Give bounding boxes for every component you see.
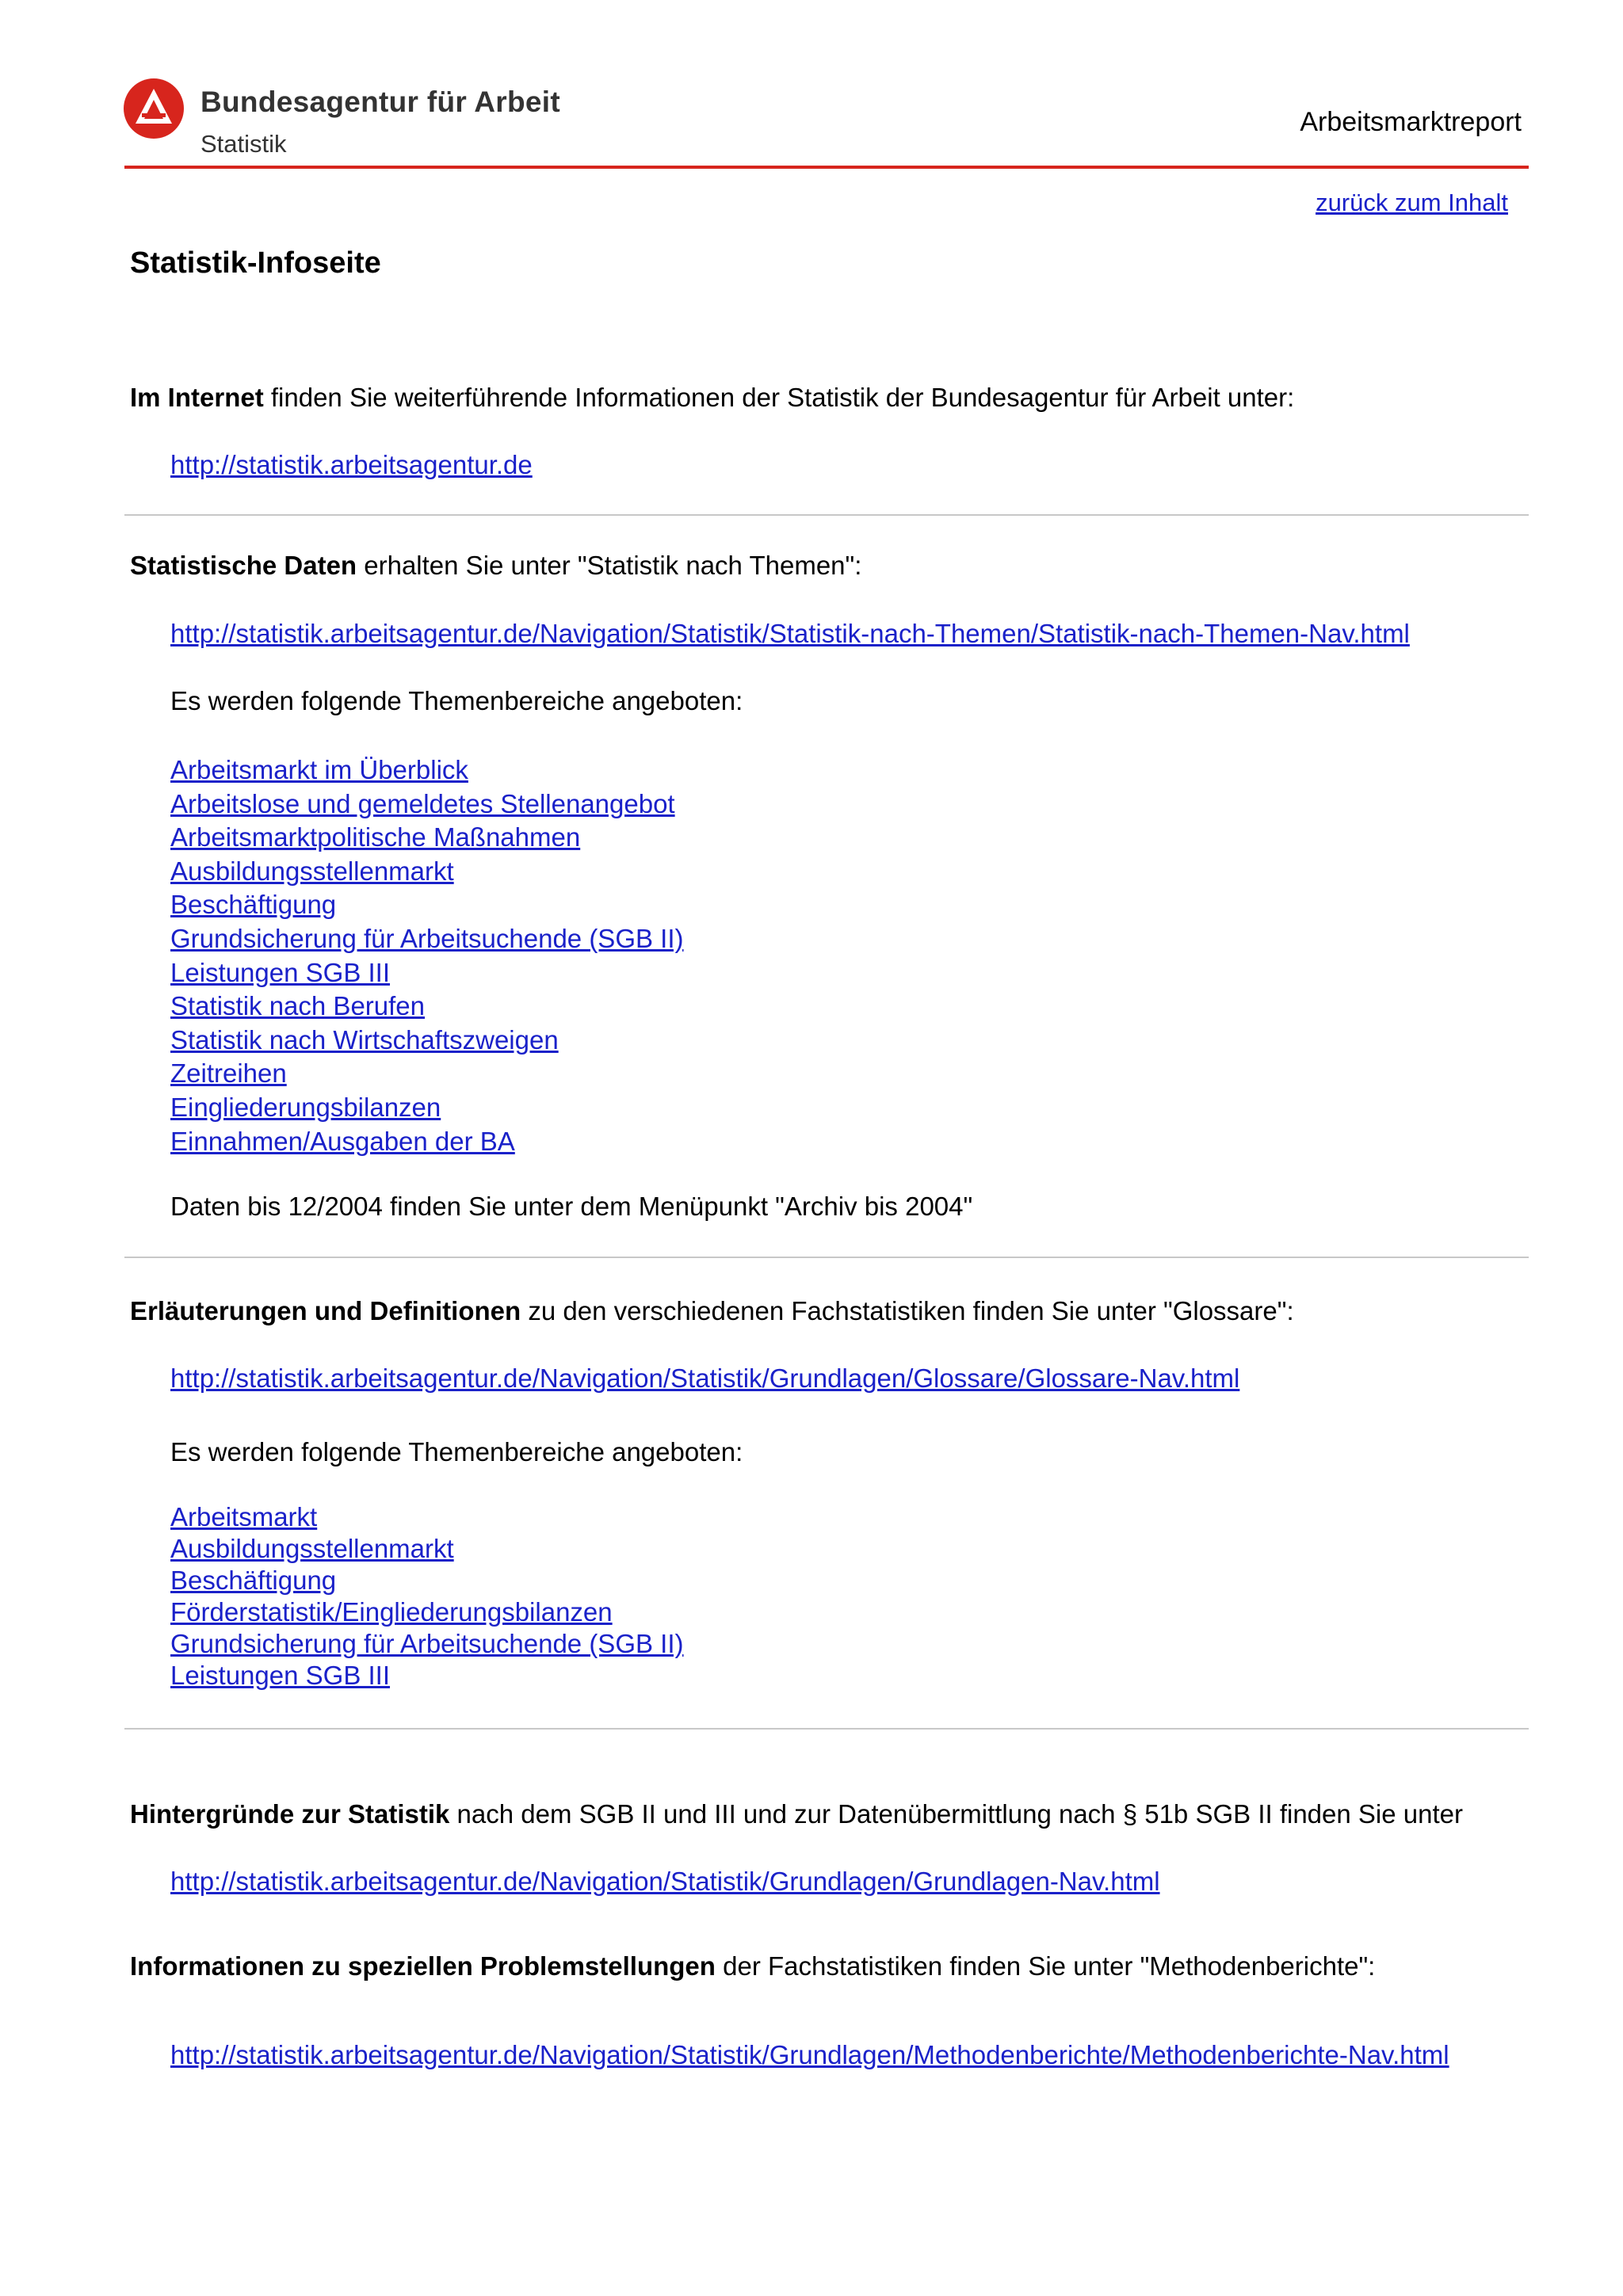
statistik-nach-themen-link[interactable]: http://statistik.arbeitsagentur.de/Navigation/Statistik/Statistik-nach-Themen/Statistik-nach-Themen-Nav.html (170, 619, 1410, 648)
topic-link[interactable]: Leistungen SGB III (170, 957, 391, 987)
daten-text: erhalten Sie unter "Statistik nach Themen": (357, 551, 862, 580)
topic-link[interactable]: Grundsicherung für Arbeitsuchende (SGB II) (170, 923, 684, 953)
glossare-topic-list (170, 1501, 684, 1691)
grundlagen-link[interactable]: http://statistik.arbeitsagentur.de/Navigation/Statistik/Grundlagen/Grundlagen-Nav.html (170, 1867, 1160, 1896)
daten-paragraph (130, 551, 861, 581)
topic-link[interactable]: Arbeitsmarktpolitische Maßnahmen (170, 822, 581, 852)
daten-topic-list (170, 753, 684, 1158)
daten-topics-intro: Es werden folgende Themenbereiche angeboten: (170, 686, 743, 715)
archive-note: Daten bis 12/2004 finden Sie unter dem Menüpunkt "Archiv bis 2004" (170, 1192, 973, 1221)
glossary-topic-link[interactable]: Förderstatistik/Eingliederungsbilanzen (170, 1597, 613, 1627)
report-title: Arbeitsmarktreport (1300, 107, 1522, 137)
daten-heading: Statistische Daten (130, 551, 357, 580)
internet-paragraph (130, 383, 1294, 413)
internet-heading: Im Internet (130, 383, 264, 412)
glossare-text: zu den verschiedenen Fachstatistiken finden Sie unter "Glossare": (521, 1296, 1294, 1325)
methodenberichte-link[interactable]: http://statistik.arbeitsagentur.de/Navigation/Statistik/Grundlagen/Methodenberichte/Methodenberichte-Nav.html (170, 2040, 1449, 2069)
hintergruende-heading: Hintergründe zur Statistik (130, 1799, 450, 1829)
glossare-topics-intro: Es werden folgende Themenbereiche angeboten: (170, 1437, 743, 1466)
topic-link[interactable]: Eingliederungsbilanzen (170, 1092, 441, 1122)
topic-link[interactable]: Ausbildungsstellenmarkt (170, 856, 454, 886)
glossare-heading: Erläuterungen und Definitionen (130, 1296, 521, 1325)
glossary-topic-link[interactable]: Grundsicherung für Arbeitsuchende (SGB II) (170, 1629, 684, 1658)
topic-link[interactable]: Statistik nach Wirtschaftszweigen (170, 1024, 559, 1055)
organization-subtitle: Statistik (200, 130, 287, 158)
glossary-topic-link[interactable]: Arbeitsmarkt (170, 1502, 318, 1531)
methoden-paragraph (130, 1951, 1375, 1981)
internet-text: finden Sie weiterführende Informationen der Statistik der Bundesagentur für Arbeit unter: (263, 383, 1295, 412)
glossary-topic-link[interactable]: Beschäftigung (170, 1566, 337, 1595)
topic-link[interactable]: Arbeitslose und gemeldetes Stellenangebot (170, 788, 675, 818)
statistik-home-link[interactable]: http://statistik.arbeitsagentur.de (170, 450, 533, 479)
page-title: Statistik-Infoseite (130, 246, 381, 280)
glossary-topic-link[interactable]: Leistungen SGB III (170, 1661, 391, 1690)
section-divider (124, 1728, 1529, 1730)
section-divider (124, 514, 1529, 516)
topic-link[interactable]: Zeitreihen (170, 1058, 287, 1089)
topic-link[interactable]: Arbeitsmarkt im Überblick (170, 755, 468, 784)
topic-link[interactable]: Statistik nach Berufen (170, 991, 426, 1021)
topic-link[interactable]: Einnahmen/Ausgaben der BA (170, 1126, 515, 1156)
glossare-paragraph (130, 1296, 1294, 1326)
header-divider (124, 166, 1529, 169)
hintergruende-text: nach dem SGB II und III und zur Datenübermittlung nach § 51b SGB II finden Sie unter (449, 1799, 1463, 1829)
back-to-contents-link[interactable]: zurück zum Inhalt (1316, 189, 1508, 216)
glossare-link[interactable]: http://statistik.arbeitsagentur.de/Navigation/Statistik/Grundlagen/Glossare/Glossare-Nav.html (170, 1363, 1240, 1393)
section-divider (124, 1257, 1529, 1258)
bundesagentur-logo-icon (123, 78, 185, 139)
topic-link[interactable]: Beschäftigung (170, 890, 337, 920)
methoden-text: der Fachstatistiken finden Sie unter "Methodenberichte": (715, 1951, 1376, 1981)
methoden-heading: Informationen zu speziellen Problemstellungen (130, 1951, 716, 1981)
organization-name: Bundesagentur für Arbeit (200, 86, 560, 118)
hintergruende-paragraph (130, 1799, 1463, 1829)
glossary-topic-link[interactable]: Ausbildungsstellenmarkt (170, 1534, 454, 1563)
